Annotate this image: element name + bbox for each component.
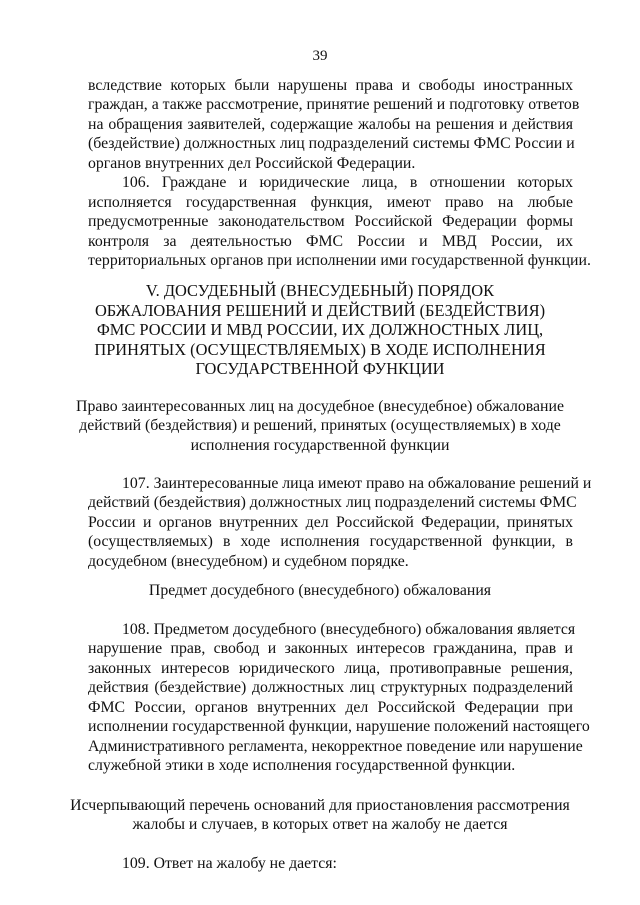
subheading-line: действий (бездействия) и решений, принятых (осуществляемых) в ходе (79, 417, 561, 434)
text-line: граждан, а также рассмотрение, принятие решений и подготовку ответов (88, 96, 580, 113)
section-title-line: ГОСУДАРСТВЕННОЙ ФУНКЦИИ (195, 359, 445, 378)
text-line: (бездействие) должностных лиц подразделений системы ФМС России и (88, 135, 575, 152)
text-line: (осуществляемых) в ходе исполнения государственной функции, в (88, 533, 573, 550)
section-title-line: V. ДОСУДЕБНЫЙ (ВНЕСУДЕБНЫЙ) ПОРЯДОК (145, 281, 495, 300)
subheading-line: Предмет досудебного (внесудебного) обжалования (148, 582, 492, 599)
text-line: действий (бездействия) должностных лиц подразделений системы ФМС (88, 494, 577, 511)
paragraph-106-first-line: 106. Граждане и юридические лица, в отношении которых (122, 174, 573, 191)
subheading-line: исполнения государственной функции (190, 437, 450, 454)
text-line: ФМС России, органов внутренних дел Российской Федерации при (88, 699, 573, 716)
subheading-line: Право заинтересованных лиц на досудебное (внесудебное) обжалование (76, 398, 564, 415)
subheading-line: жалобы и случаев, в которых ответ на жалобу не дается (132, 816, 508, 833)
text-line: исполняется государственная функция, имеют право на любые (88, 194, 573, 211)
section-title-line: ОБЖАЛОВАНИЯ РЕШЕНИЙ И ДЕЙСТВИЙ (БЕЗДЕЙСТВИЯ) (94, 301, 546, 320)
text-line: Административного регламента, некорректное поведение или нарушение (88, 738, 583, 755)
text-line: контроля за деятельностью ФМС России и МВД России, их (88, 233, 573, 250)
text-line: законных интересов юридического лица, противоправные решения, (88, 660, 573, 677)
text-line: действия (бездействие) должностных лиц структурных подразделений (88, 679, 573, 696)
text-line: органов внутренних дел Российской Федерации. (88, 155, 416, 172)
page-number: 39 (312, 48, 328, 64)
section-title-line: ФМС РОССИИ И МВД РОССИИ, ИХ ДОЛЖНОСТНЫХ ЛИЦ, (96, 320, 544, 339)
subheading-line: Исчерпывающий перечень оснований для приостановления рассмотрения (70, 797, 570, 814)
paragraph-109-line: 109. Ответ на жалобу не дается: (122, 855, 337, 872)
text-line: досудебном (внесудебном) и судебном порядке. (88, 553, 409, 570)
text-line: на обращения заявителей, содержащие жалобы на решения и действия (88, 116, 573, 133)
text-line: предусмотренные законодательством Российской Федерации формы (88, 213, 573, 230)
paragraph-107-first-line: 107. Заинтересованные лица имеют право на обжалование решений и (122, 475, 592, 492)
text-line: нарушение прав, свобод и законных интересов гражданина, прав и (88, 640, 573, 657)
text-line: России и органов внутренних дел Российской Федерации, принятых (88, 514, 573, 531)
paragraph-108-first-line: 108. Предметом досудебного (внесудебного) обжалования является (122, 621, 576, 638)
section-title-line: ПРИНЯТЫХ (ОСУЩЕСТВЛЯЕМЫХ) В ХОДЕ ИСПОЛНЕНИЯ (94, 340, 546, 359)
text-line: служебной этики в ходе исполнения государственной функции. (88, 757, 516, 774)
text-line: территориальных органов при исполнении ими государственной функции. (88, 252, 591, 269)
text-line: вследствие которых были нарушены права и свободы иностранных (88, 77, 573, 94)
text-line: исполнении государственной функции, нарушение положений настоящего (88, 718, 590, 735)
